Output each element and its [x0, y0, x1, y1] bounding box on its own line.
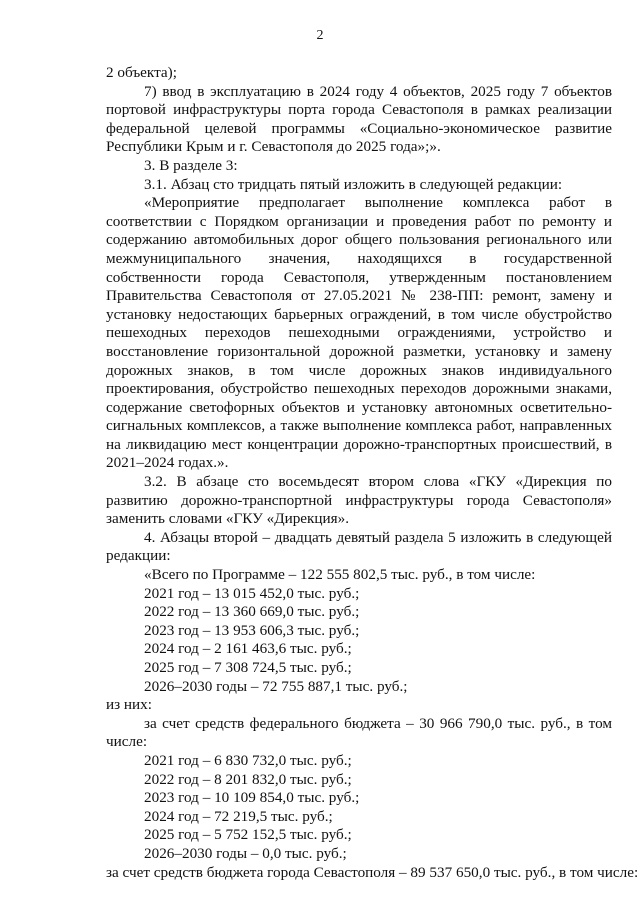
paragraph-item-7: 7) ввод в эксплуатацию в 2024 году 4 объектов, 2025 году 7 объектов портовой инфраструктуры порта города Севастополя в рамках реализации федеральной целевой программы «Социально-экономическое развитие Республики Крым и г. Севастополя до 2025 года»;».	[106, 82, 612, 156]
totals-year-2025: 2025 год – 7 308 724,5 тыс. руб.;	[144, 659, 352, 676]
city-intro: за счет средств бюджета города Севастополя – 89 537 650,0 тыс. руб., в том числе:	[106, 863, 639, 881]
paragraph-continuation: 2 объекта);	[106, 64, 177, 81]
federal-intro: за счет средств федерального бюджета – 30 966 790,0 тыс. руб., в том числе:	[106, 714, 612, 751]
paragraph-measure-description: «Мероприятие предполагает выполнение комплекса работ в соответствии с Порядком организации и проведения работ по ремонту и содержанию автомобильных дорог общего пользования регионального или межмуниципального значения, находящихся в государственной собственности города Севастополя, утвержденным постановлением Правительства Севастополя от 27.05.2021 № 238-ПП: ремонт, замену и установку недостающих барьерных ограждений, в том числе обустройство пешеходных переходов пешеходными ограждениями, устройство и восстановление горизонтальной дорожной разметки, установку и замену дорожных знаков, в том числе дорожных знаков индивидуального проектирования, обустройство пешеходных переходов дорожными знаками, содержание светофорных объектов и установку автономных осветительно-сигнальных комплексов, а также выполнение комплекса работ, направленных на ликвидацию мест концентрации дорожно-транспортных происшествий, в 2021–2024 годах.».	[106, 194, 612, 472]
federal-year-2025: 2025 год – 5 752 152,5 тыс. руб.;	[144, 826, 352, 844]
page-number: 2	[316, 28, 324, 43]
paragraph-section-3: 3. В разделе 3:	[144, 156, 238, 174]
document-body	[106, 64, 639, 882]
federal-years-2026-2030: 2026–2030 годы – 0,0 тыс. руб.;	[144, 844, 347, 862]
federal-year-2023: 2023 год – 10 109 854,0 тыс. руб.;	[144, 789, 360, 807]
paragraph-4: 4. Абзацы второй – двадцать девятый раздела 5 изложить в следующей редакции:	[106, 528, 612, 565]
paragraph-3-2: 3.2. В абзаце сто восемьдесят втором слова «ГКУ «Дирекция по развитию дорожно-транспортной инфраструктуры города Севастополя» заменить словами «ГКУ «Дирекция».	[106, 473, 612, 528]
totals-intro: «Всего по Программе – 122 555 802,5 тыс. руб., в том числе:	[144, 566, 536, 584]
paragraph-3-1: 3.1. Абзац сто тридцать пятый изложить в следующей редакции:	[144, 175, 563, 193]
federal-year-2021: 2021 год – 6 830 732,0 тыс. руб.;	[144, 751, 352, 769]
totals-year-2022: 2022 год – 13 360 669,0 тыс. руб.;	[144, 603, 360, 621]
totals-year-2023: 2023 год – 13 953 606,3 тыс. руб.;	[144, 621, 360, 639]
federal-year-2022: 2022 год – 8 201 832,0 тыс. руб.;	[144, 770, 352, 788]
totals-year-2021: 2021 год – 13 015 452,0 тыс. руб.;	[144, 584, 360, 602]
totals-of-which: из них:	[106, 696, 152, 714]
totals-years-2026-2030: 2026–2030 годы – 72 755 887,1 тыс. руб.;	[144, 677, 408, 695]
federal-year-2024: 2024 год – 72 219,5 тыс. руб.;	[144, 807, 333, 825]
totals-year-2024: 2024 год – 2 161 463,6 тыс. руб.;	[144, 640, 352, 658]
